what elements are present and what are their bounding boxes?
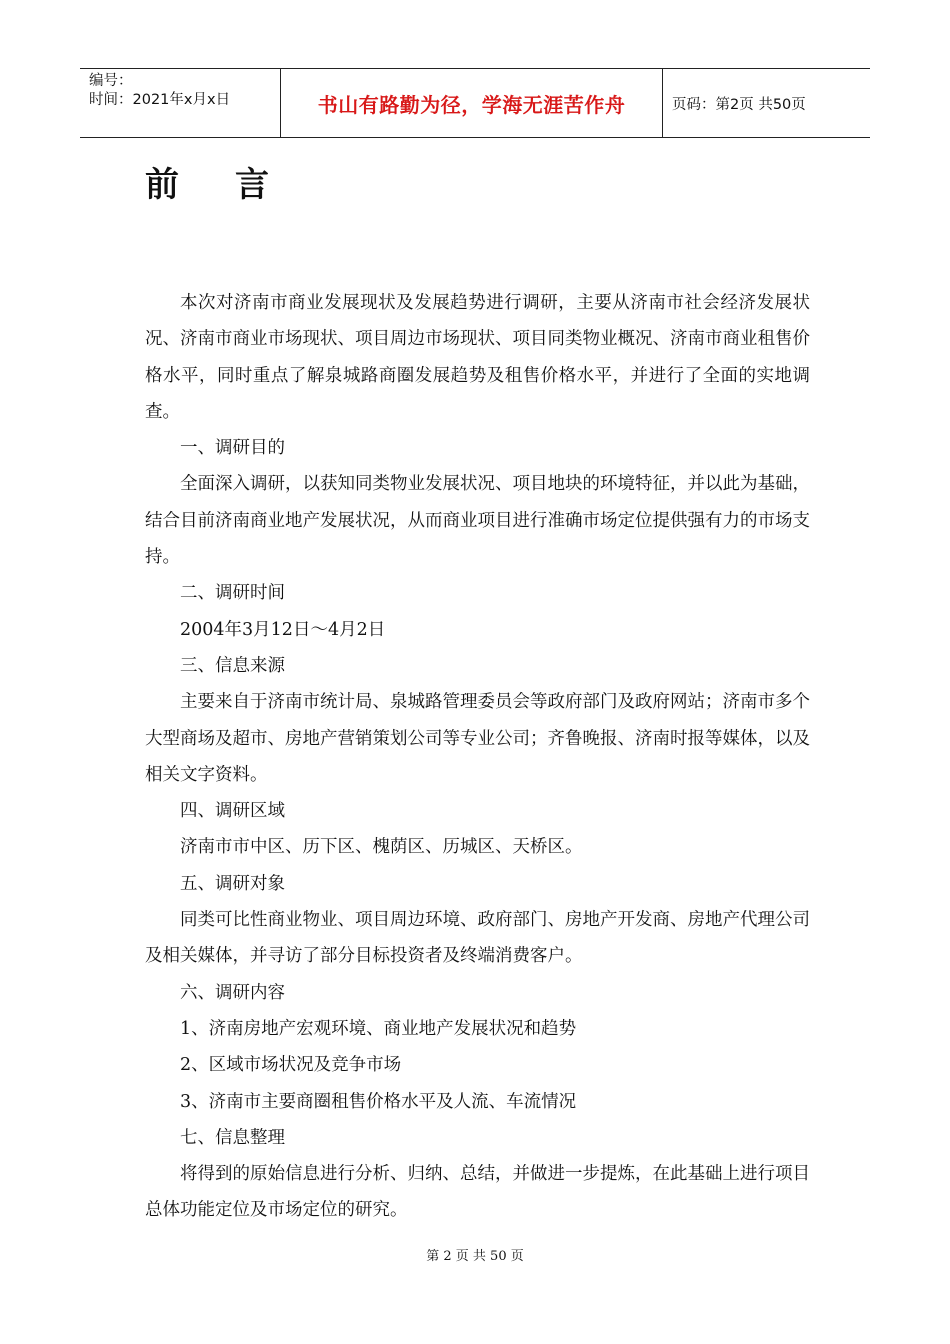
section-heading-content: 六、调研内容	[180, 982, 285, 1003]
processing-paragraph: 将得到的原始信息进行分析、归纳、总结，并做进一步提炼，在此基础上进行项目总体功能定位及市场定位的研究。	[145, 1164, 810, 1221]
section-heading-subjects: 五、调研对象	[180, 873, 285, 894]
time-paragraph: 2004年3月12日～4月2日	[180, 619, 386, 640]
document-date: 时间：2021年x月x日	[89, 92, 231, 108]
area-paragraph: 济南市市中区、历下区、槐荫区、历城区、天桥区。	[180, 837, 583, 858]
section-heading-processing: 七、信息整理	[180, 1127, 285, 1148]
section-heading-sources: 三、信息来源	[180, 655, 285, 676]
header-page-info-cell	[663, 69, 870, 137]
document-body	[145, 285, 810, 1229]
header-motto: 书山有路勤为径，学海无涯苦作舟	[317, 92, 626, 117]
section-heading-time: 二、调研时间	[180, 583, 285, 604]
content-item-2: 2、区域市场状况及竞争市场	[180, 1055, 402, 1076]
page-header	[80, 68, 870, 138]
purpose-paragraph: 全面深入调研，以获知同类物业发展状况、项目地块的环境特征，并以此为基础，结合目前济南商业地产发展状况，从而商业项目进行准确市场定位提供强有力的市场支持。	[145, 474, 810, 568]
document-number-label: 编号：	[89, 73, 133, 89]
sources-paragraph: 主要来自于济南市统计局、泉城路管理委员会等政府部门及政府网站；济南市多个大型商场及超市、房地产营销策划公司等专业公司；齐鲁晚报、济南时报等媒体，以及相关文字资料。	[145, 692, 810, 785]
content-item-3: 3、济南市主要商圈租售价格水平及人流、车流情况	[180, 1091, 577, 1112]
page-footer: 第 2 页 共 50 页	[426, 1249, 524, 1264]
header-motto-cell	[281, 69, 663, 137]
section-heading-purpose: 一、调研目的	[180, 438, 285, 459]
header-meta	[80, 69, 281, 137]
section-heading-area: 四、调研区域	[180, 801, 285, 822]
header-page-info: 页码：第2页 共50页	[672, 96, 806, 113]
intro-paragraph: 本次对济南市商业发展现状及发展趋势进行调研，主要从济南市社会经济发展状况、济南市商业市场现状、项目周边市场现状、项目同类物业概况、济南市商业租售价格水平，同时重点了解泉城路商圈发展趋势及租售价格水平，并进行了全面的实地调查。	[145, 293, 810, 422]
subjects-paragraph: 同类可比性商业物业、项目周边环境、政府部门、房地产开发商、房地产代理公司及相关媒体，并寻访了部分目标投资者及终端消费客户。	[145, 910, 810, 967]
page-title: 前言	[145, 165, 325, 205]
content-item-1: 1、济南房地产宏观环境、商业地产发展状况和趋势	[180, 1018, 577, 1039]
